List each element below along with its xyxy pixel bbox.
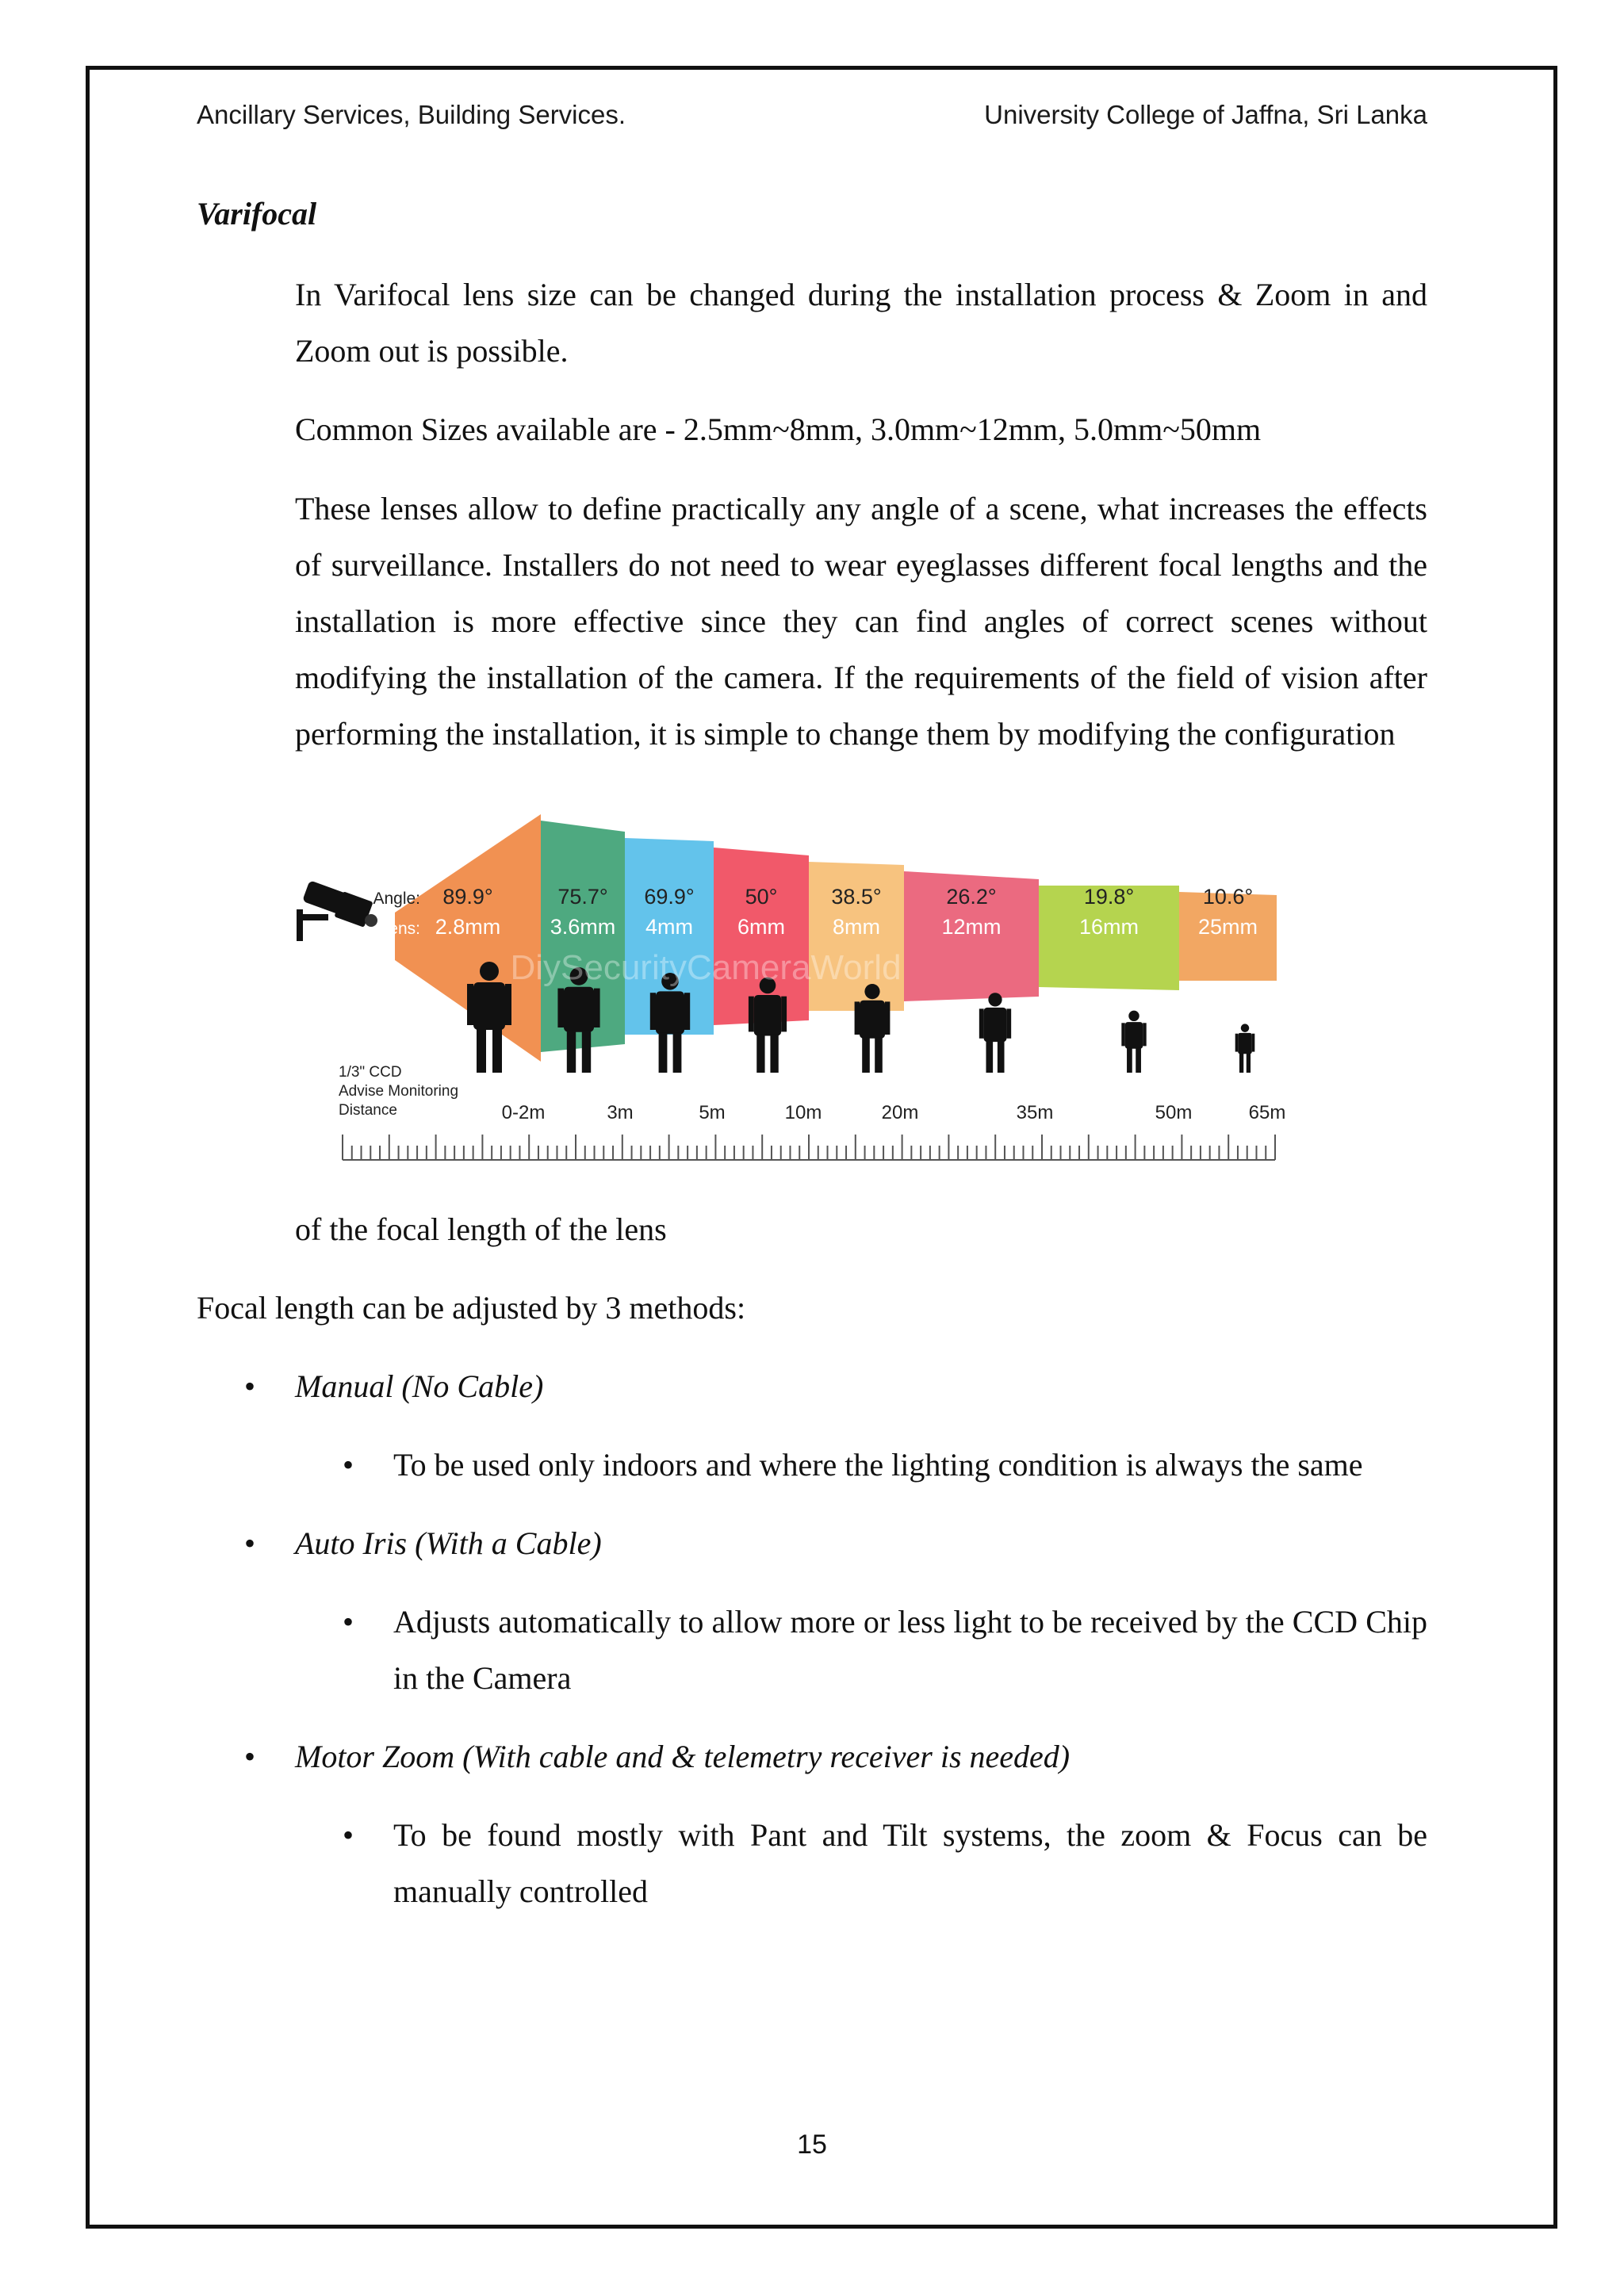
angle-label: 50° [745,885,778,909]
header-left: Ancillary Services, Building Services. [197,100,626,129]
header-right: University College of Jaffna, Sri Lanka [984,100,1427,129]
lens-label: 4mm [645,915,693,939]
angle-label: 10.6° [1202,885,1254,909]
method-auto-iris: Auto Iris (With a Cable) [295,1525,602,1561]
lens-label: 6mm [737,915,785,939]
distance-tick-label: 10m [784,1102,822,1123]
angle-label: 38.5° [831,885,882,909]
paragraph-lens-benefits: These lenses allow to define practically any angle of a scene, what increases the effects of surveillance. Installers do not need to wear eyeglasses different focal lengths and the installation is more effective since they can find angles of correct scenes without modifying the installation of the camera. If the requirements of the field of vision after performing the installation, it is simple to change them by modifying the configuration [295,491,1427,752]
paragraph-continued: of the focal length of the lens [295,1211,667,1247]
method-motor-zoom-detail: To be found mostly with Pant and Tilt systems, the zoom & Focus can be manually controlled [393,1817,1427,1909]
person-icon [979,993,1011,1073]
angle-prefix: Angle: [373,890,420,908]
lens-label: 2.8mm [435,915,501,939]
distance-tick-label: 50m [1155,1102,1193,1123]
person-icon [1121,1011,1146,1073]
lens-angle-figure [293,773,1300,1173]
angle-label: 19.8° [1083,885,1135,909]
angle-label: 26.2° [946,885,997,909]
bullet-symbol: • [244,1739,256,1774]
method-manual: Manual (No Cable) [295,1368,544,1404]
distance-ruler [343,1135,1275,1160]
page-header [197,100,1427,140]
methods-intro: Focal length can be adjusted by 3 methods: [197,1290,746,1326]
distance-tick-label: 65m [1248,1102,1286,1123]
section-title: Varifocal [197,196,317,232]
method-manual-detail: To be used only indoors and where the lighting condition is always the same [393,1447,1363,1483]
lens-label: 12mm [941,915,1002,939]
person-icon [1235,1024,1255,1073]
lens-label: 16mm [1078,915,1139,939]
bullet-symbol: • [343,1447,354,1483]
distance-labels [502,1102,1286,1123]
bullet-symbol: • [244,1525,256,1561]
watermark-text: DiySecurityCameraWorld [510,948,902,987]
advise-monitoring-label: Advise Monitoring [339,1083,459,1100]
ccd-label: 1/3" CCD [339,1064,402,1081]
angle-label: 75.7° [557,885,608,909]
distance-tick-label: 35m [1016,1102,1054,1123]
distance-tick-label: 3m [607,1102,634,1123]
method-motor-zoom: Motor Zoom (With cable and & telemetry receiver is needed) [295,1739,1071,1774]
distance-tick-label: 5m [699,1102,726,1123]
bullet-symbol: • [244,1368,256,1404]
page-number: 15 [797,2130,827,2160]
lens-prefix: Lens: [379,920,420,938]
bullet-symbol: • [343,1604,354,1640]
lens-label: 3.6mm [550,915,616,939]
method-auto-iris-detail: Adjusts automatically to allow more or less light to be received by the CCD Chip in the Camera [393,1604,1427,1696]
distance-label: Distance [339,1102,397,1119]
distance-tick-label: 20m [881,1102,919,1123]
distance-tick-label: 0-2m [501,1102,546,1123]
cctv-camera-icon [297,880,377,941]
paragraph-common-sizes: Common Sizes available are - 2.5mm~8mm, 3.0mm~12mm, 5.0mm~50mm [295,411,1262,447]
lens-label: 25mm [1197,915,1258,939]
lens-label: 8mm [833,915,880,939]
bullet-symbol: • [343,1817,354,1853]
paragraph-varifocal-intro: In Varifocal lens size can be changed during the installation process & Zoom in and Zoom out is possible. [295,277,1427,369]
angle-label: 69.9° [644,885,695,909]
angle-label: 89.9° [442,885,493,909]
